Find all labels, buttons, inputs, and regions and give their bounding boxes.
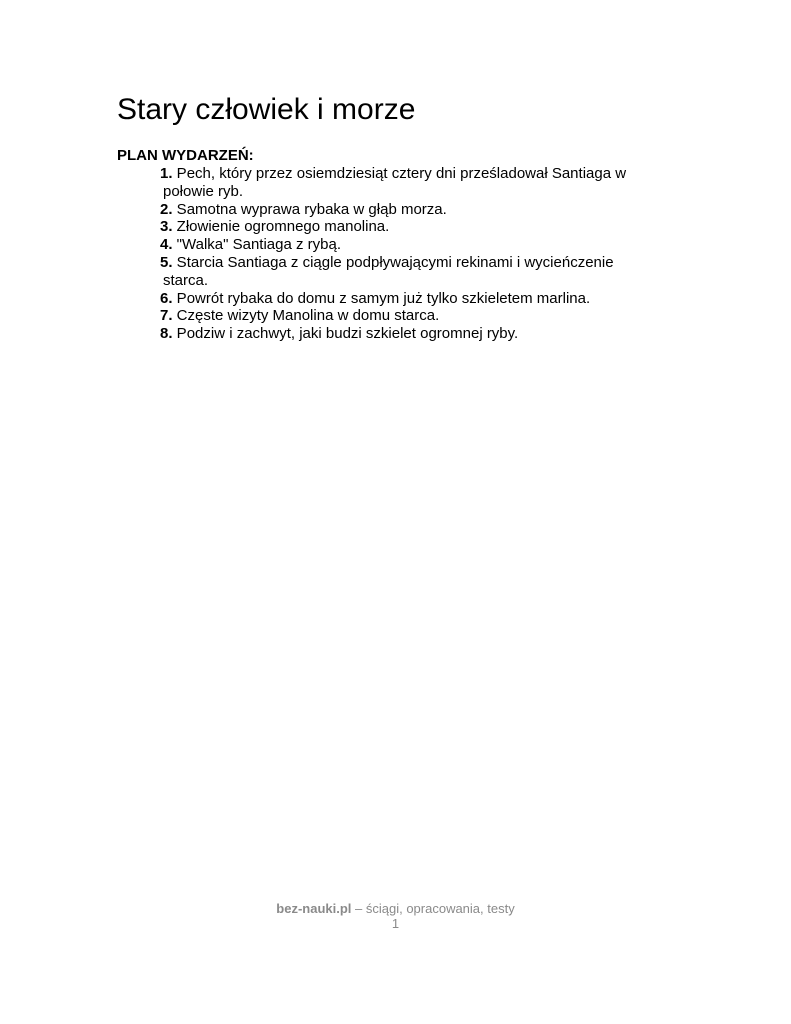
event-text: Częste wizyty Manolina w domu starca. bbox=[172, 307, 440, 325]
event-item bbox=[160, 201, 660, 219]
events-list bbox=[160, 165, 660, 343]
event-text-continuation: połowie ryb. bbox=[163, 182, 244, 200]
event-text: Pech, który przez osiemdziesiąt cztery dni prześladował Santiaga w bbox=[172, 165, 627, 182]
page-footer bbox=[0, 901, 791, 931]
event-text: Powrót rybaka do domu z samym już tylko szkieletem marlina. bbox=[172, 289, 591, 307]
page-title: Stary człowiek i morze bbox=[117, 93, 416, 126]
event-item bbox=[160, 236, 660, 254]
event-item bbox=[160, 165, 660, 201]
event-number: 6. bbox=[160, 289, 173, 307]
event-number: 7. bbox=[160, 307, 173, 325]
event-item bbox=[160, 325, 660, 343]
page-number: 1 bbox=[391, 916, 400, 931]
event-number: 3. bbox=[160, 218, 173, 236]
event-number: 2. bbox=[160, 200, 173, 218]
event-number: 4. bbox=[160, 236, 173, 254]
event-item bbox=[160, 290, 660, 308]
event-item bbox=[160, 307, 660, 325]
event-text: "Walka" Santiaga z rybą. bbox=[172, 236, 342, 254]
event-text: Złowienie ogromnego manolina. bbox=[172, 218, 390, 236]
event-text: Starcia Santiaga z ciągle podpływającymi rekinami i wycieńczenie bbox=[172, 253, 614, 271]
event-number: 5. bbox=[160, 253, 173, 271]
event-number: 8. bbox=[160, 325, 173, 343]
plan-heading: PLAN WYDARZEŃ: bbox=[117, 147, 254, 164]
event-text: Samotna wyprawa rybaka w głąb morza. bbox=[172, 200, 447, 218]
event-text-continuation: starca. bbox=[163, 271, 209, 289]
footer-tagline: – ściągi, opracowania, testy bbox=[351, 901, 515, 916]
footer-site-name: bez-nauki.pl bbox=[276, 901, 352, 916]
footer-line bbox=[0, 901, 791, 916]
event-item bbox=[160, 254, 660, 290]
event-item bbox=[160, 218, 660, 236]
event-number: 1. bbox=[160, 165, 173, 182]
event-text: Podziw i zachwyt, jaki budzi szkielet ogromnej ryby. bbox=[172, 325, 519, 343]
